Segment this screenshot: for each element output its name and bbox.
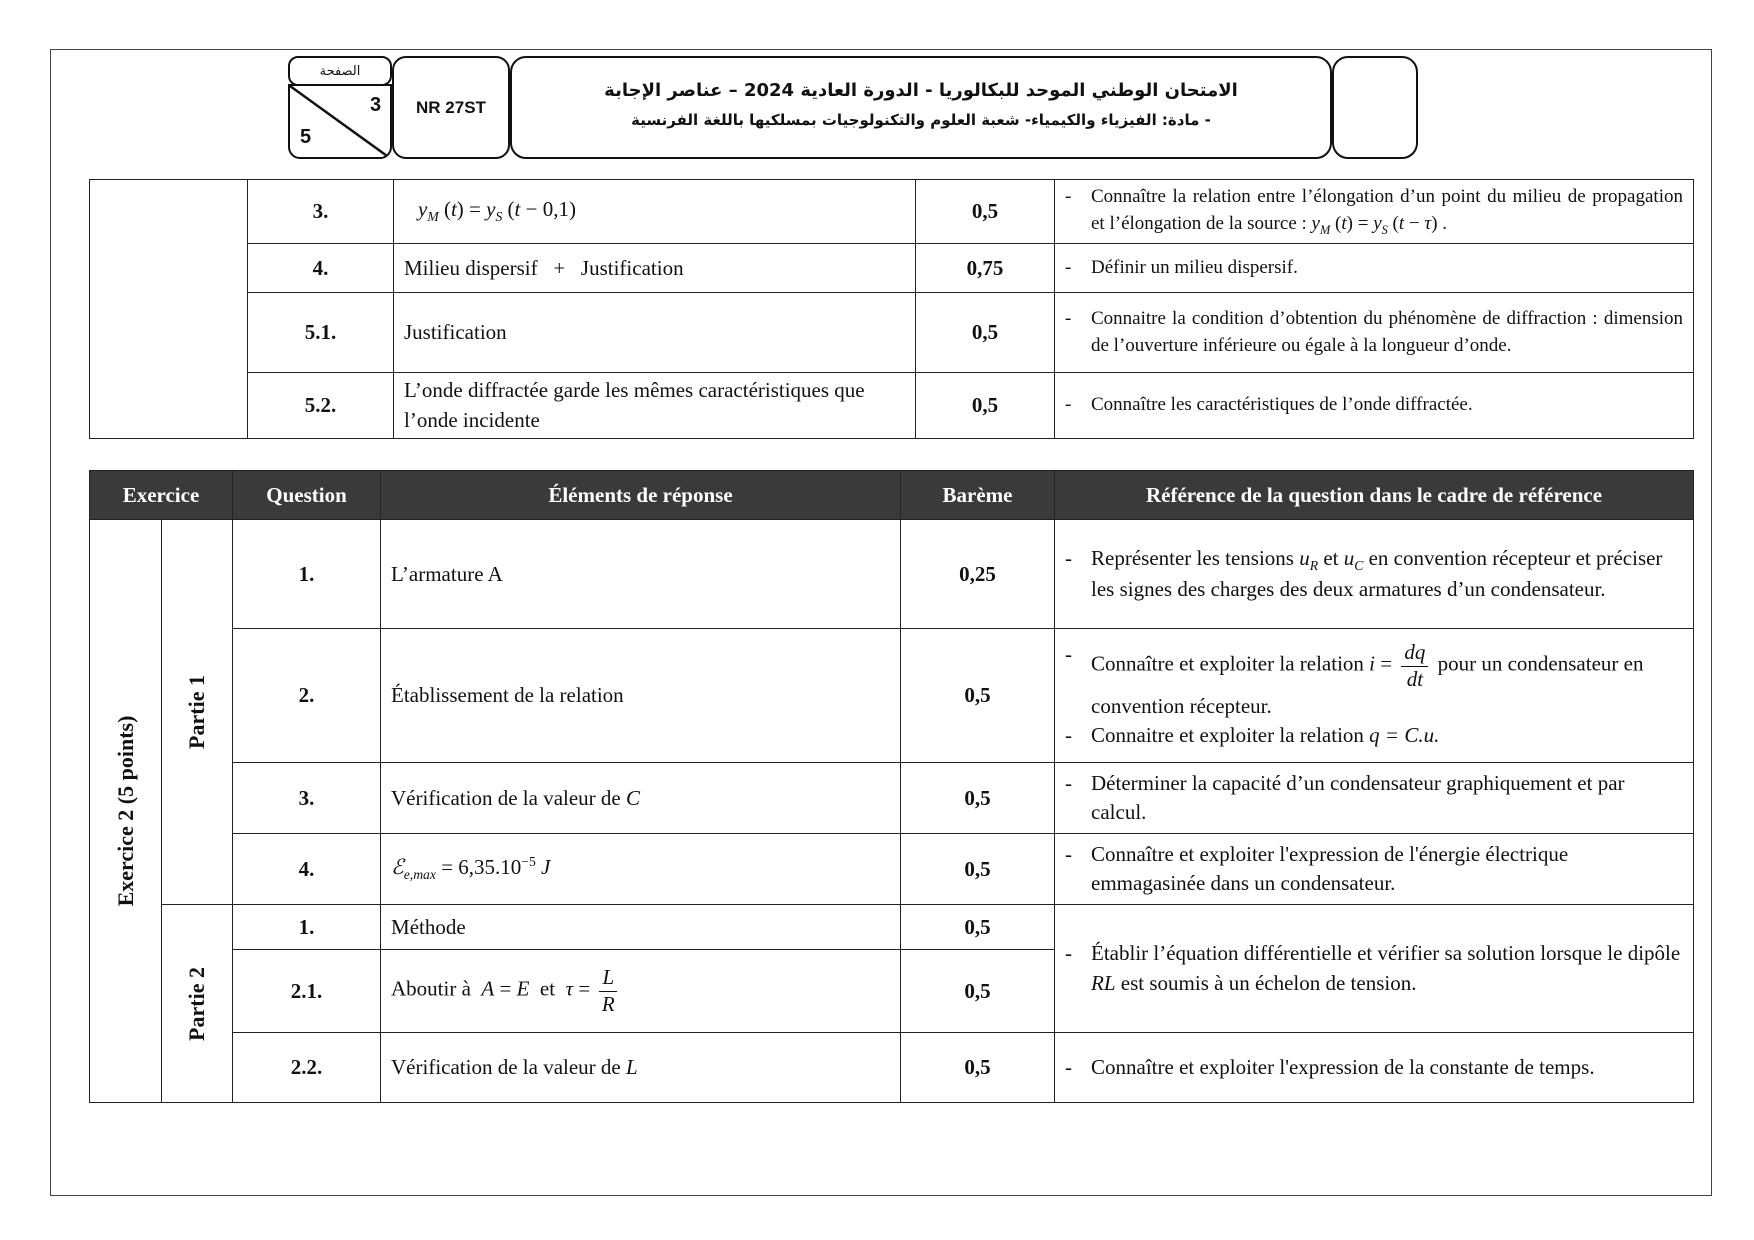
answer: Justification (394, 293, 916, 373)
points: 0,75 (916, 244, 1055, 293)
answer: Vérification de la valeur de C (381, 763, 901, 834)
question-number: 5.2. (248, 373, 394, 439)
table-row (90, 180, 1694, 244)
answer-formula: $y_M$ $(t) = y_S$ (t − 0,1) (394, 180, 916, 244)
table-row (90, 834, 1694, 905)
reference: - Représenter les tensions $u_R$ et $u_C$ en convention récepteur et préciser les signes des charges des deux armatures d’un condensateur. (1055, 520, 1694, 629)
points: 0,5 (916, 373, 1055, 439)
table-row (90, 629, 1694, 763)
table-row (90, 1033, 1694, 1103)
page-current: 3 (370, 94, 382, 116)
header-question: Question (233, 471, 381, 520)
answer-formula: ℰ$_{e,max}$ = $6,35.10^{-5}$ J (381, 834, 901, 905)
question-number: 2.2. (233, 1033, 381, 1103)
reference: - Connaître la relation entre l’élongation d’un point du milieu de propagation et l’élongation de la source : $y_M$ $(t) = y_S$ (t − τ) . (1055, 180, 1694, 244)
answer: L’armature A (381, 520, 901, 629)
reference: - Déterminer la capacité d’un condensateur graphiquement et par calcul. (1055, 763, 1694, 834)
points: 0,5 (901, 629, 1055, 763)
exercise-cell-empty (90, 180, 248, 439)
table-row (90, 373, 1694, 439)
partie-2-label: Partie 2 (162, 905, 233, 1103)
reference: - Établir l’équation différentielle et vérifier sa solution lorsque le dipôle RL est soumis à un échelon de tension. (1055, 905, 1694, 1033)
table-row (90, 905, 1694, 950)
header-bareme: Barème (901, 471, 1055, 520)
points: 0,5 (901, 763, 1055, 834)
question-number: 4. (233, 834, 381, 905)
points: 0,5 (901, 834, 1055, 905)
title-line-1: الامتحان الوطني الموحد للبكالوريا - الدورة العادية 2024 – عناصر الإجابة (604, 80, 1238, 101)
partie-1-label: Partie 1 (162, 520, 233, 905)
reference: - Connaître et exploiter la relation i = $\frac{dq}{dt}$ pour un condensateur en convention récepteur. - Connaitre et exploiter la relation q = C.u. (1055, 629, 1694, 763)
points: 0,5 (901, 950, 1055, 1033)
table-row (90, 763, 1694, 834)
answer: Méthode (381, 905, 901, 950)
points: 0,5 (916, 293, 1055, 373)
header-reference: Référence de la question dans le cadre de référence (1055, 471, 1694, 520)
reference: - Connaître et exploiter l'expression de la constante de temps. (1055, 1033, 1694, 1103)
answer-formula: Aboutir à A = E et τ = $\frac{L}{R}$ (381, 950, 901, 1033)
reference: - Connaitre la condition d’obtention du phénomène de diffraction : dimension de l’ouverture inférieure ou égale à la longueur d’onde. (1055, 293, 1694, 373)
question-number: 3. (233, 763, 381, 834)
question-number: 1. (233, 520, 381, 629)
points: 0,25 (901, 520, 1055, 629)
table-row (90, 244, 1694, 293)
question-number: 4. (248, 244, 394, 293)
fraction-dq-dt: $\frac{dq}{dt}$ (1401, 640, 1428, 691)
page-total: 5 (300, 126, 312, 148)
question-number: 2. (233, 629, 381, 763)
exercise-label: Exercice 2 (5 points) (90, 520, 162, 1103)
points: 0,5 (901, 1033, 1055, 1103)
fraction-L-R: $\frac{L}{R}$ (599, 965, 617, 1016)
question-number: 3. (248, 180, 394, 244)
table-exercise-1-continued (89, 179, 1694, 439)
points: 0,5 (916, 180, 1055, 244)
page-number-box (288, 84, 392, 159)
page-label: الصفحة (288, 56, 392, 86)
exam-code: NR 27ST (392, 56, 510, 159)
table-exercise-2 (89, 470, 1694, 1103)
reference: - Connaître et exploiter l'expression de l'énergie électrique emmagasinée dans un condensateur. (1055, 834, 1694, 905)
header-elements: Éléments de réponse (381, 471, 901, 520)
header-end-box (1332, 56, 1418, 159)
table-row (90, 520, 1694, 629)
answer: L’onde diffractée garde les mêmes caractéristiques que l’onde incidente (394, 373, 916, 439)
header-exercice: Exercice (90, 471, 233, 520)
answer: Milieu dispersif + Justification (394, 244, 916, 293)
table-header (90, 471, 1694, 520)
answer: Vérification de la valeur de L (381, 1033, 901, 1103)
reference: - Connaître les caractéristiques de l’onde diffractée. (1055, 373, 1694, 439)
title-line-2: - مادة: الفيزياء والكيمياء- شعبة العلوم والتكنولوجيات بمسلكيها باللغة الفرنسية (631, 111, 1211, 129)
points: 0,5 (901, 905, 1055, 950)
question-number: 1. (233, 905, 381, 950)
exam-title (510, 56, 1332, 159)
question-number: 2.1. (233, 950, 381, 1033)
reference: - Définir un milieu dispersif. (1055, 244, 1694, 293)
question-number: 5.1. (248, 293, 394, 373)
table-row (90, 293, 1694, 373)
answer: Établissement de la relation (381, 629, 901, 763)
